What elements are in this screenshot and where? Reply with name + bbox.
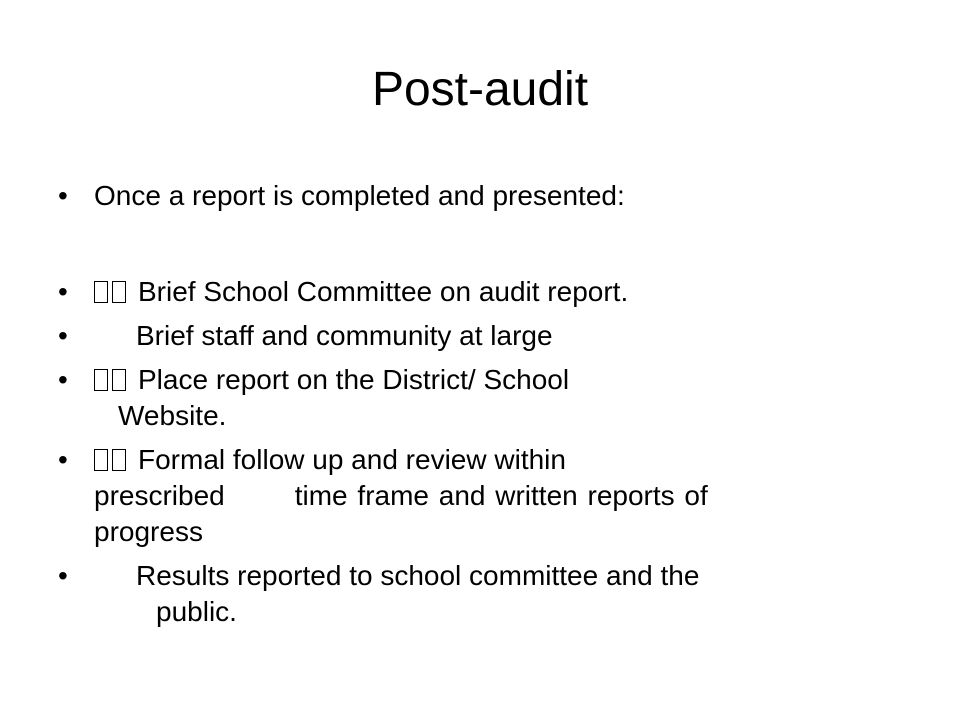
bullet-item xyxy=(58,362,898,434)
bullet-dot: • xyxy=(58,364,68,395)
bullet-item xyxy=(58,274,898,310)
bullet-text: Formal follow up and review within xyxy=(138,444,566,475)
bullet-item xyxy=(58,178,898,214)
bullet-text-continuation: public. xyxy=(156,596,237,627)
bullet-dot: • xyxy=(58,560,68,591)
bullet-item xyxy=(58,442,898,550)
bullet-text-continuation: Website. xyxy=(118,400,227,431)
bullet-text: Place report on the District/ School xyxy=(138,364,570,395)
bullet-text: Brief School Committee on audit report. xyxy=(138,276,629,307)
bullet-dot: • xyxy=(58,276,68,307)
bullet-dot: • xyxy=(58,444,68,475)
bullet-text-part: time frame and written reports of xyxy=(294,480,708,511)
bullet-text-part: prescribed xyxy=(94,480,225,511)
bullet-item xyxy=(58,558,898,630)
bullet-text: Once a report is completed and presented: xyxy=(94,180,625,211)
bullet-text: Results reported to school committee and the xyxy=(136,560,700,591)
bullet-dot: • xyxy=(58,180,68,211)
missing-glyph-icon xyxy=(94,362,130,398)
bullet-text: Brief staff and community at large xyxy=(136,320,553,351)
missing-glyph-icon xyxy=(94,442,130,478)
bullet-item xyxy=(58,318,898,354)
bullet-list xyxy=(58,178,898,630)
slide-title: Post-audit xyxy=(371,63,589,116)
missing-glyph-icon xyxy=(94,274,130,310)
bullet-text-continuation xyxy=(94,478,898,514)
bullet-dot: • xyxy=(58,320,68,351)
bullet-text-continuation: progress xyxy=(94,516,203,547)
